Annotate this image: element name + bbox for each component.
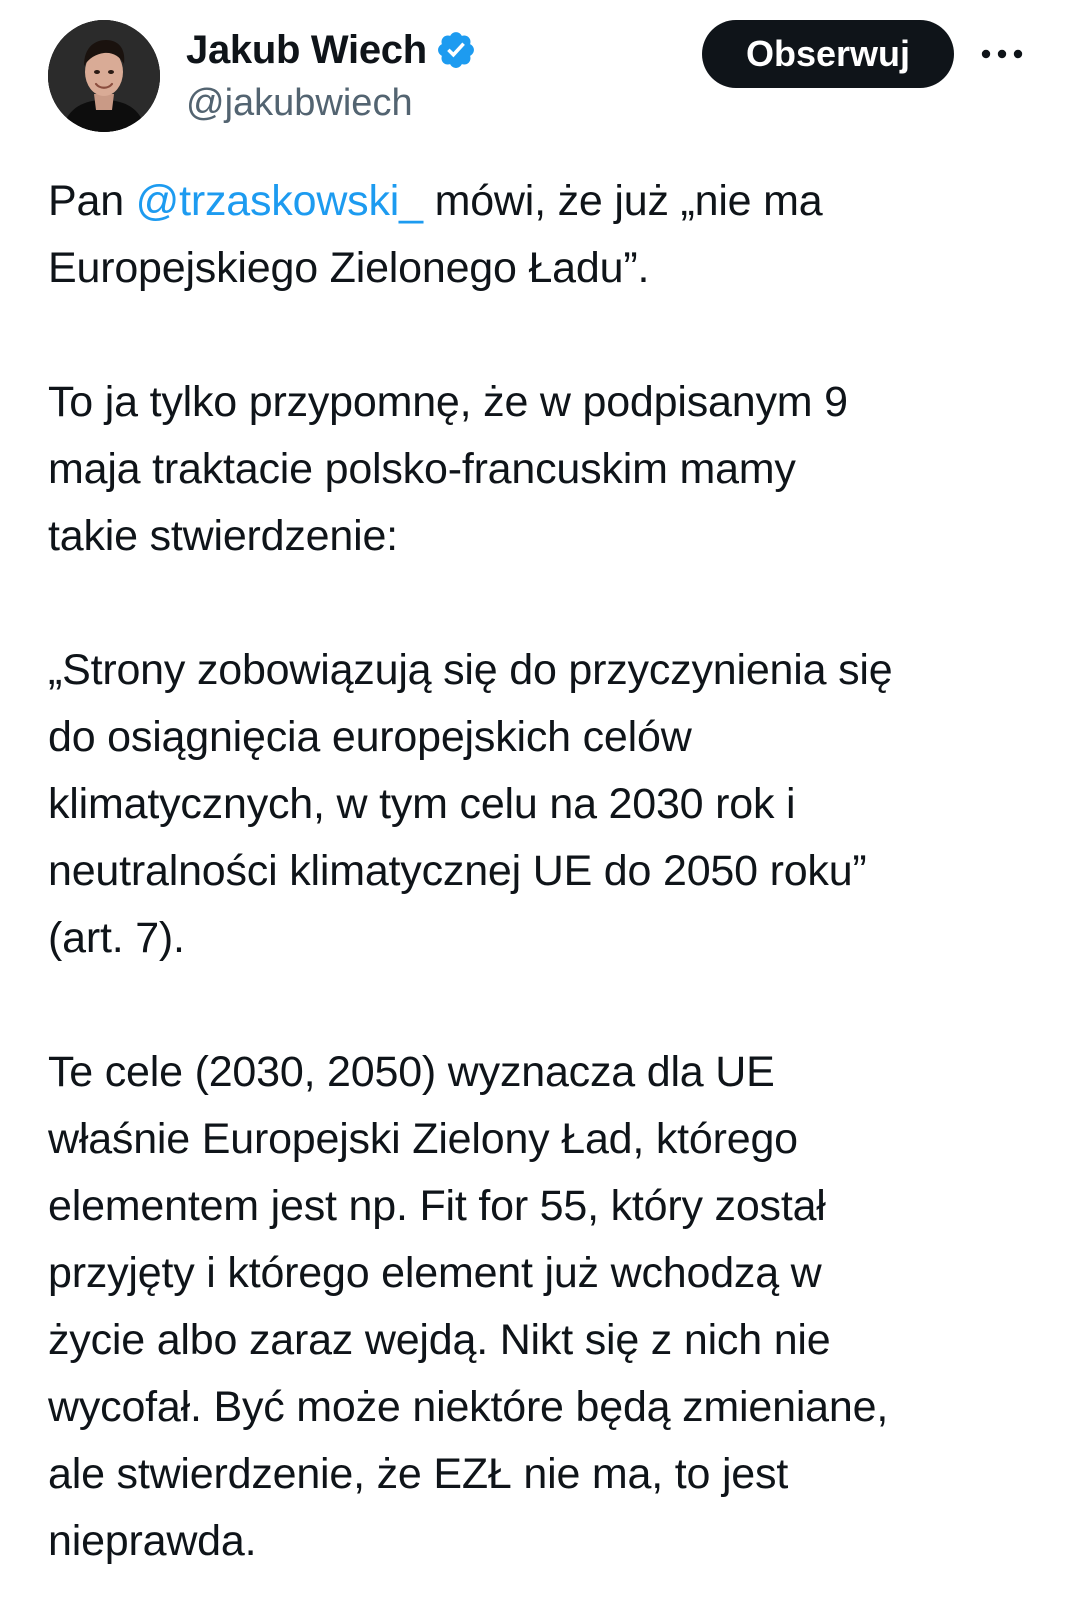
mention-link[interactable]: @trzaskowski_: [135, 177, 423, 225]
tweet-line: takie stwierdzenie:: [48, 512, 398, 560]
follow-button[interactable]: Obserwuj: [702, 20, 954, 88]
tweet-line: elementem jest np. Fit for 55, który został: [48, 1182, 826, 1230]
avatar[interactable]: [48, 20, 160, 132]
tweet-line: do osiągnięcia europejskich celów: [48, 713, 692, 761]
tweet-line: (art. 7).: [48, 914, 185, 962]
tweet-line: życie albo zaraz wejdą. Nikt się z nich nie: [48, 1316, 831, 1364]
tweet-text-segment: mówi, że już „nie ma: [422, 177, 823, 225]
author-display-name[interactable]: Jakub Wiech: [186, 27, 427, 72]
verified-badge-icon: [435, 29, 477, 71]
author-handle[interactable]: @jakubwiech: [186, 82, 413, 124]
tweet-line: Europejskiego Zielonego Ładu”.: [48, 244, 650, 292]
tweet-line: „Strony zobowiązują się do przyczynienia się: [48, 646, 893, 694]
more-horizontal-icon[interactable]: [978, 42, 1026, 66]
tweet-paragraph: [48, 1039, 1038, 1575]
tweet-line: Te cele (2030, 2050) wyznacza dla UE: [48, 1048, 775, 1096]
tweet-line: właśnie Europejski Zielony Ład, którego: [48, 1115, 798, 1163]
tweet-line: [48, 168, 1038, 235]
tweet-header: [48, 20, 1032, 135]
tweet-line: To ja tylko przypomnę, że w podpisanym 9: [48, 378, 848, 426]
tweet-text: [48, 168, 1038, 1575]
tweet-line: przyjęty i którego element już wchodzą w: [48, 1249, 822, 1297]
author-name-row: [186, 24, 477, 76]
tweet-line: klimatycznych, w tym celu na 2030 rok i: [48, 780, 796, 828]
tweet-line: ale stwierdzenie, że EZŁ nie ma, to jest: [48, 1450, 789, 1498]
tweet-line: wycofał. Być może niektóre będą zmieniane,: [48, 1383, 889, 1431]
tweet-paragraph: [48, 369, 1038, 570]
user-portrait-icon: [48, 20, 160, 132]
tweet-paragraph: [48, 637, 1038, 972]
tweet-line: neutralności klimatycznej UE do 2050 roku”: [48, 847, 867, 895]
tweet-paragraph: [48, 168, 1038, 302]
tweet-line: maja traktacie polsko-francuskim mamy: [48, 445, 796, 493]
tweet-line: nieprawda.: [48, 1517, 257, 1565]
tweet-text-segment: Pan: [48, 177, 136, 225]
